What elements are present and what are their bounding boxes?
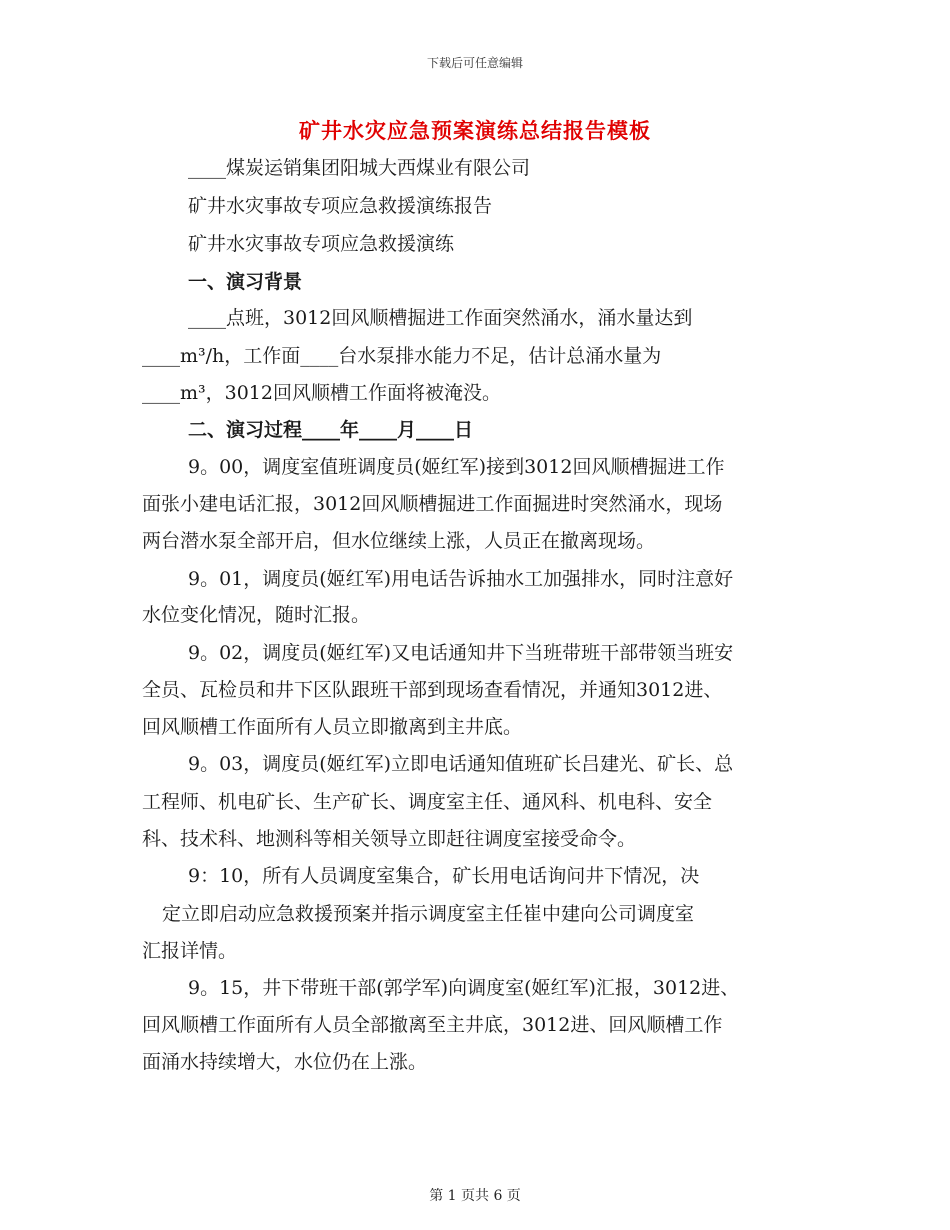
body-line: 9。15，井下带班干部(郭学军)向调度室(姬红军)汇报，3012进、 [188,977,740,999]
body-line: 汇报详情。 [142,940,238,962]
page-number: 第 1 页共 6 页 [429,1188,521,1204]
body-line: 9。01，调度员(姬红军)用电话告诉抽水工加强排水，同时注意好 [188,568,734,590]
body-line: 工程师、机电矿长、生产矿长、调度室主任、通风科、机电科、安全 [142,791,713,813]
body-line: 面涌水持续增大，水位仍在上涨。 [142,1051,428,1073]
body-line: ____点班，3012回风顺槽掘进工作面突然涌水，涌水量达到 [188,307,693,329]
body-line: 定立即启动应急救援预案并指示调度室主任崔中建向公司调度室 [162,903,695,925]
document-title: 矿井水灾应急预案演练总结报告模板 [299,118,651,143]
body-line: 面张小建电话汇报，3012回风顺槽掘进工作面掘进时突然涌水，现场 [142,493,723,515]
body-line: ____m³，3012回风顺槽工作面将被淹没。 [142,382,501,404]
body-line: 科、技术科、地测科等相关领导立即赶往调度室接受命令。 [142,828,637,850]
body-line: 矿井水灾事故专项应急救援演练报告 [188,195,493,217]
section-heading: 一、演习背景 [188,271,303,293]
section-heading: 二、演习过程____年____月____日 [188,419,474,441]
body-line: ____煤炭运销集团阳城大西煤业有限公司 [188,157,531,179]
body-line: 矿井水灾事故专项应急救援演练 [188,233,455,255]
body-line: 两台潜水泵全部开启，但水位继续上涨，人员正在撤离现场。 [142,530,656,552]
body-line: 9。00，调度室值班调度员(姬红军)接到3012回风顺槽掘进工作 [188,456,725,478]
body-line: 9。02，调度员(姬红军)又电话通知井下当班带班干部带领当班安 [188,642,734,664]
body-line: 回风顺槽工作面所有人员全部撤离至主井底，3012进、回风顺槽工作 [142,1014,723,1036]
page-header-note: 下载后可任意编辑 [426,56,523,70]
body-line: 9。03，调度员(姬红军)立即电话通知值班矿长吕建光、矿长、总 [188,753,734,775]
body-line: 水位变化情况，随时汇报。 [142,604,371,626]
body-line: ____m³/h，工作面____台水泵排水能力不足，估计总涌水量为 [142,345,662,367]
body-line: 回风顺槽工作面所有人员立即撤离到主井底。 [142,716,523,738]
body-line: 全员、瓦检员和井下区队跟班干部到现场查看情况，并通知3012进、 [142,679,723,701]
body-line: 9：10，所有人员调度室集合，矿长用电话询问井下情况，决 [188,865,700,887]
